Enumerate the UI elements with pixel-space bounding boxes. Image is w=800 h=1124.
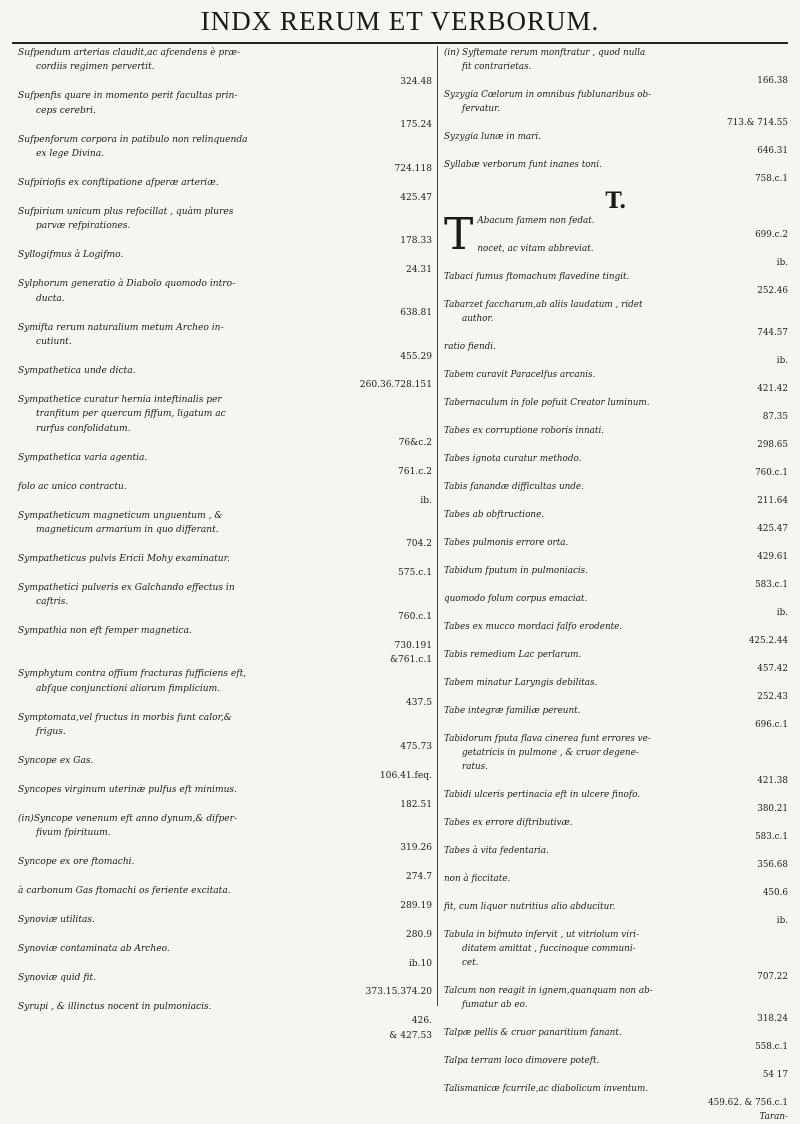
entry-text: Tabes ab obftructione. xyxy=(444,510,545,520)
page-reference: 699.c.2 xyxy=(755,230,788,240)
index-entry xyxy=(18,277,432,320)
index-entry xyxy=(444,480,788,508)
entry-text: Syncopes virginum uterinæ pulfus eft minimus. xyxy=(18,785,237,796)
entry-text: Abacum famem non fedat. xyxy=(477,216,595,226)
index-entry xyxy=(18,783,432,812)
index-entry xyxy=(444,424,788,452)
page-reference: 211.64 xyxy=(757,496,788,506)
page-reference: 760.c.1 xyxy=(398,611,432,622)
entry-text: Synoviæ contaminata ab Archeo. xyxy=(18,944,170,955)
index-entry xyxy=(18,205,432,248)
index-entry xyxy=(444,592,788,620)
index-entry xyxy=(444,340,788,368)
index-entry xyxy=(18,552,432,581)
entry-text: Sufpiriofis ex conftipatione afperæ arteriæ. xyxy=(18,178,219,189)
entry-continuation: fit contrarietas. xyxy=(462,62,532,72)
index-entry xyxy=(444,1026,788,1054)
entry-text: Talpa terram loco dimovere poteft. xyxy=(444,1056,600,1066)
entry-continuation: fervatur. xyxy=(462,104,501,114)
index-entry xyxy=(18,754,432,783)
index-entry xyxy=(18,321,432,364)
catchword: Taran- xyxy=(759,1112,788,1122)
page-header: INDX RERUM ET VERBORUM. xyxy=(200,6,600,36)
page-reference: &761.c.1 xyxy=(389,655,432,666)
entry-text: Sympathetica varia agentia. xyxy=(18,452,148,463)
index-entry xyxy=(18,942,432,971)
entry-text: Talpæ pellis & cruor panaritium fanant. xyxy=(444,1028,622,1038)
page-reference: 429.61 xyxy=(757,552,788,562)
entry-text: Synoviæ quid fit. xyxy=(18,973,96,983)
entry-text: Sympathetica unde dicta. xyxy=(18,365,136,376)
page-reference: 459.62. & 756.c.1 xyxy=(708,1098,788,1108)
page-reference: 475.73 xyxy=(400,741,432,752)
entry-text: Synoviæ utilitas. xyxy=(18,915,95,926)
index-entry xyxy=(18,393,432,451)
page-reference: 175.24 xyxy=(400,120,432,131)
page-reference: ib. xyxy=(776,608,788,618)
page-reference: 289.19 xyxy=(400,900,432,911)
entry-text: Syllabæ verborum funt inanes toni. xyxy=(444,160,602,170)
page-reference: 646.31 xyxy=(757,146,788,156)
entry-text: Tabes ex errore diftributivæ. xyxy=(444,818,573,828)
index-entry xyxy=(444,564,788,592)
page-reference: 298.65 xyxy=(757,440,788,450)
page-reference: 166.38 xyxy=(757,76,788,86)
entry-text: Sympathetici pulveris ex Galchando effectus in xyxy=(18,582,235,593)
entry-text: (in)Syncope venenum eft anno dynum,& difper- xyxy=(18,814,238,825)
index-entry xyxy=(18,176,432,205)
index-entry xyxy=(18,884,432,913)
entry-text: Sympatheticus pulvis Ericii Mohy examinatur. xyxy=(18,553,230,564)
entry-text: Tabis fanandæ difficultas unde. xyxy=(444,482,584,492)
index-entry xyxy=(18,855,432,884)
page-reference: 457.42 xyxy=(757,664,788,674)
page-reference: 696.c.1 xyxy=(755,720,788,730)
page-reference: 575.c.1 xyxy=(398,568,432,579)
page-reference: 76&c.2 xyxy=(398,438,432,449)
index-entry xyxy=(18,89,432,132)
entry-continuation: fumatur ab eo. xyxy=(462,1000,528,1010)
entry-text: ratio fiendi. xyxy=(444,342,496,352)
page-reference: 318.24 xyxy=(757,1014,788,1024)
entry-continuation: abfque conjunctioni aliorum fimplicium. xyxy=(36,683,221,694)
index-entry xyxy=(444,928,788,984)
entry-continuation: ditatem amittat , fuccinoque communi- xyxy=(462,944,636,954)
page-reference: 583.c.1 xyxy=(755,832,788,842)
entry-text: Sufpirium unicum plus refocillat , quàm plures xyxy=(18,206,234,217)
entry-text: quomodo folum corpus emaciat. xyxy=(444,594,588,604)
entry-text: folo ac unico contractu. xyxy=(18,481,127,492)
page-reference: 760.c.1 xyxy=(755,468,788,478)
page-reference: 425.47 xyxy=(757,524,788,534)
index-entry xyxy=(444,676,788,704)
entry-text: Sympathia non eft femper magnetica. xyxy=(18,626,192,637)
index-entry xyxy=(18,451,432,480)
index-entry xyxy=(18,509,432,552)
entry-continuation: cordiis regimen pervertit. xyxy=(36,62,155,73)
index-entry xyxy=(444,1054,788,1082)
entry-text: Symptomata,vel fructus in morbis funt calor,& xyxy=(18,712,232,723)
section-letter: T. xyxy=(605,188,627,214)
entry-text: Tabula in bifmuto infervit , ut vitriolum viri- xyxy=(444,930,640,940)
entry-continuation: ceps cerebri. xyxy=(36,105,96,116)
entry-text: Sufpenforum corpora in patibulo non relinquenda xyxy=(18,134,248,145)
page-reference: 455.29 xyxy=(400,351,432,362)
page-reference: ib. xyxy=(420,496,432,507)
index-entry xyxy=(18,1000,432,1029)
page-reference: 421.42 xyxy=(757,384,788,394)
index-entry xyxy=(18,711,432,754)
index-entry xyxy=(444,158,788,186)
index-entry xyxy=(444,1082,788,1110)
entry-text: Sufpenfis quare in momento perit facultas prin- xyxy=(18,91,238,102)
page-reference: 437.5 xyxy=(406,698,432,709)
page-reference: 356.68 xyxy=(757,860,788,870)
page-reference: 713.& 714.55 xyxy=(727,118,788,128)
index-entry xyxy=(18,653,432,667)
page-reference: 558.c.1 xyxy=(755,1042,788,1052)
page-reference: 730.191 xyxy=(394,640,432,651)
page-reference: 707.22 xyxy=(757,972,788,982)
index-entry xyxy=(18,812,432,855)
entry-text: Tabem curavit Paracelfus arcanis. xyxy=(444,370,596,380)
entry-text: Tabes ignota curatur methodo. xyxy=(444,454,582,464)
index-entry xyxy=(444,900,788,928)
index-entry xyxy=(444,536,788,564)
entry-text: Tabe integræ familiæ pereunt. xyxy=(444,706,581,716)
page-reference: 724.118 xyxy=(394,163,432,174)
entry-text: Syzygia lunæ in mari. xyxy=(444,132,541,142)
entry-text: à carbonum Gas ftomachi os feriente excitata. xyxy=(18,886,231,897)
page-reference: 319.26 xyxy=(400,842,432,853)
entry-continuation: frigus. xyxy=(36,727,66,738)
entry-text: Tabis remedium Lac perlarum. xyxy=(444,650,582,660)
index-entry xyxy=(18,581,432,624)
entry-text: Talcum non reagit in ignem,quanquam non ab- xyxy=(444,986,653,996)
entry-text: Sufpendum arterias claudit,ac afcendens è præ- xyxy=(18,48,241,58)
entry-continuation: rurfus confolidatum. xyxy=(36,423,131,434)
entry-text: Tabes ex mucco mordaci falfo erodente. xyxy=(444,622,623,632)
entry-continuation: cutiunt. xyxy=(36,337,72,348)
index-entry xyxy=(18,1029,432,1043)
entry-text: Syncope ex ore ftomachi. xyxy=(18,857,135,868)
index-entry xyxy=(444,88,788,130)
entry-text: (in) Syftemate rerum monftratur , quod nulla xyxy=(444,48,646,58)
column-divider xyxy=(437,46,438,1006)
entry-continuation: magneticum armarium in quo differant. xyxy=(36,524,219,535)
page-reference: 24.31 xyxy=(406,264,432,275)
entry-text: Tabidum fputum in pulmoniacis. xyxy=(444,566,588,576)
page-reference: & 427.53 xyxy=(389,1030,432,1041)
index-entry xyxy=(18,667,432,710)
page-reference: ib. xyxy=(776,258,788,268)
index-entry xyxy=(444,242,788,270)
page-reference: 324.48 xyxy=(400,76,432,87)
entry-text: Syncope ex Gas. xyxy=(18,756,94,767)
index-entry xyxy=(444,872,788,900)
page-reference: 178.33 xyxy=(400,235,432,246)
page-reference: 54 17 xyxy=(762,1070,788,1080)
index-entry xyxy=(444,368,788,396)
page-reference: 450.6 xyxy=(762,888,788,898)
entry-text: Sylphorum generatio à Diabolo quomodo intro- xyxy=(18,279,236,290)
index-entry xyxy=(444,732,788,788)
page-reference: 744.57 xyxy=(757,328,788,338)
drop-cap: T xyxy=(444,209,474,260)
entry-continuation: caftris. xyxy=(36,597,69,608)
right-top-entries xyxy=(444,46,788,186)
index-entry xyxy=(18,480,432,509)
entry-text: Sympathetice curatur hernia inteftinalis per xyxy=(18,394,222,405)
entry-continuation: tranfitum per quercum fiffum, ligatum ac xyxy=(36,409,226,420)
page-reference: 87.35 xyxy=(762,412,788,422)
index-entry xyxy=(18,913,432,942)
page-reference: 260.36.728.151 xyxy=(359,380,432,391)
index-entry xyxy=(444,396,788,424)
entry-continuation: getatricis in pulmone , & cruor degene- xyxy=(462,748,639,758)
page-reference: 280.9 xyxy=(406,929,432,940)
index-entry xyxy=(444,648,788,676)
entry-text: Symphytum contra offium fracturas fufficiens eft, xyxy=(18,669,247,680)
entry-text: Tabidi ulceris pertinacia eft in ulcere finofo. xyxy=(444,790,641,800)
index-entry xyxy=(444,984,788,1026)
entry-text: Syllogifmus à Logifmo. xyxy=(18,250,124,261)
index-entry xyxy=(444,270,788,298)
page-reference: 421.38 xyxy=(757,776,788,786)
entry-text: Tabes ex corruptione roboris innati. xyxy=(444,426,605,436)
entry-text: Symifta rerum naturalium metum Archeo in- xyxy=(18,322,224,333)
index-entry xyxy=(18,248,432,277)
entry-continuation: cet. xyxy=(462,958,479,968)
entry-text: Tabem minatur Laryngis debilitas. xyxy=(444,678,598,688)
index-entry xyxy=(444,298,788,340)
page-reference: 425.2.44 xyxy=(748,636,788,646)
page-reference: 426. xyxy=(411,1016,432,1027)
page-reference: 373.15.374.20 xyxy=(365,987,432,998)
page-reference: 638.81 xyxy=(400,308,432,319)
index-entry xyxy=(444,452,788,480)
page-reference: 425.47 xyxy=(400,192,432,203)
entry-continuation: parvæ refpirationes. xyxy=(36,221,131,232)
index-entry xyxy=(18,624,432,653)
page-reference: ib. xyxy=(776,356,788,366)
entry-text: non à ficcitate. xyxy=(444,874,511,884)
entry-text: Tabaci fumus ftomachum flavedine tingit. xyxy=(444,272,630,282)
page-reference: 758.c.1 xyxy=(755,174,788,184)
entry-continuation: fivum fpirituum. xyxy=(36,828,111,839)
page-reference: 761.c.2 xyxy=(398,467,432,478)
index-entry xyxy=(444,130,788,158)
entry-text: nocet, ac vitam abbreviat. xyxy=(477,244,594,254)
entry-text: Sympatheticum magneticum unguentum , & xyxy=(18,510,223,521)
header-rule xyxy=(12,42,788,44)
entry-text: Talismanicæ fcurrile,ac diabolicum inventum. xyxy=(444,1084,649,1094)
entry-continuation: author. xyxy=(462,314,494,324)
page-reference: ib.10 xyxy=(408,958,432,969)
page-reference: 274.7 xyxy=(406,871,432,882)
index-entry xyxy=(444,46,788,88)
right-bottom-entries xyxy=(444,209,788,1110)
page-reference: ib. xyxy=(776,916,788,926)
page-reference: 583.c.1 xyxy=(755,580,788,590)
index-entry xyxy=(444,816,788,844)
entry-text: Tabidorum fputa flava cinerea funt errores ve- xyxy=(444,734,651,744)
index-entry xyxy=(444,620,788,648)
index-entry xyxy=(444,704,788,732)
index-entry xyxy=(18,364,432,393)
page-reference: 380.21 xyxy=(757,804,788,814)
index-entry xyxy=(18,46,432,89)
entry-continuation: ducta. xyxy=(36,293,65,304)
right-column xyxy=(444,46,788,1124)
index-entry xyxy=(444,844,788,872)
page-reference: 106.41.feq. xyxy=(379,770,432,781)
entry-text: Tabes pulmonis errore orta. xyxy=(444,538,569,548)
entry-text: Tabernaculum in fole pofuit Creator luminum. xyxy=(444,398,650,408)
page-reference: 182.51 xyxy=(400,799,432,810)
left-column xyxy=(18,46,432,1043)
page-reference: 252.46 xyxy=(757,286,788,296)
entry-text: fit, cum liquor nutritius alio abducitur. xyxy=(444,902,616,912)
entry-text: Tabarzet faccharum,ab aliis laudatum , ridet xyxy=(444,300,643,310)
page-reference: 704.2 xyxy=(406,539,432,550)
index-entry xyxy=(444,508,788,536)
entry-text: Syrupi , & illinctus nocent in pulmoniacis. xyxy=(18,1001,212,1012)
entry-text: Syzygia Cœlorum in omnibus fublunaribus ob- xyxy=(444,90,652,100)
entry-continuation: ratus. xyxy=(462,762,488,772)
page-reference: 252.43 xyxy=(757,692,788,702)
index-entry xyxy=(18,971,432,1000)
index-entry xyxy=(444,788,788,816)
entry-text: Tabes à vita fedentaria. xyxy=(444,846,549,856)
entry-continuation: ex lege Divina. xyxy=(36,149,105,160)
index-entry xyxy=(18,133,432,176)
